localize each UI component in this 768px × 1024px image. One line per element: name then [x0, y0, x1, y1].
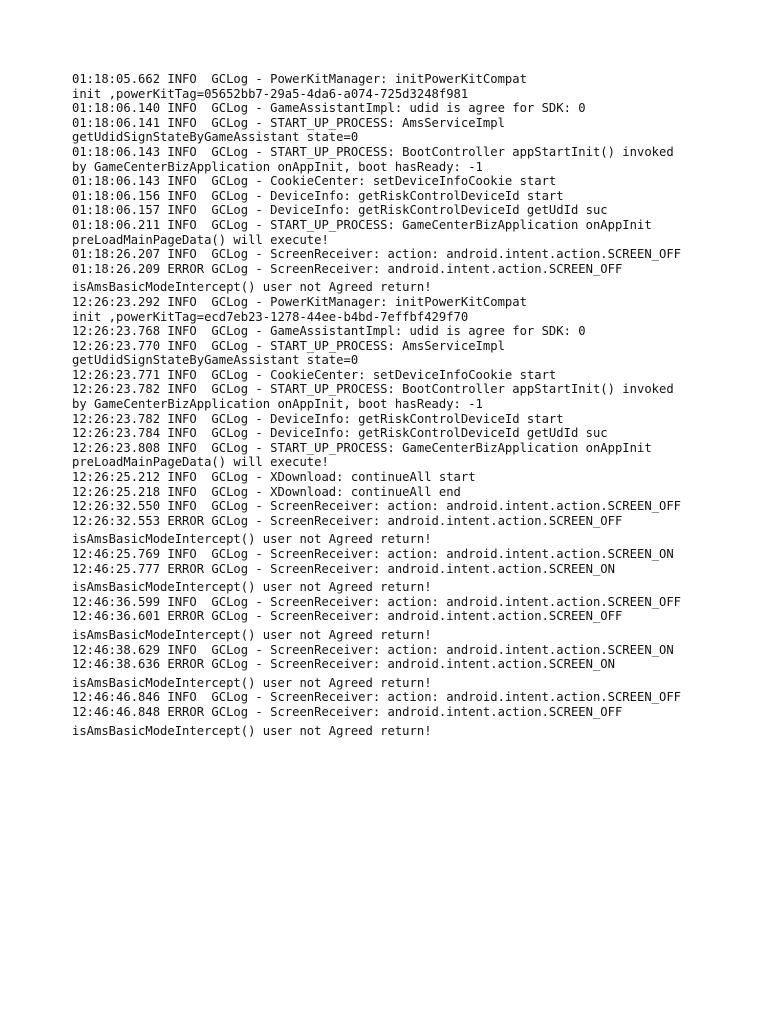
log-line: isAmsBasicModeIntercept() user not Agreed return!: [72, 580, 432, 595]
log-line: 12:26:23.808 INFO GCLog - START_UP_PROCESS: GameCenterBizApplication onAppInit: [72, 440, 652, 455]
log-line: 12:26:23.292 INFO GCLog - PowerKitManager: initPowerKitCompat: [72, 294, 527, 309]
log-line: init ,powerKitTag=05652bb7-29a5-4da6-a074-725d3248f981: [72, 86, 469, 101]
log-line: 01:18:26.207 INFO GCLog - ScreenReceiver: action: android.intent.action.SCREEN_OFF: [72, 247, 682, 262]
log-line: 12:26:23.782 INFO GCLog - DeviceInfo: getRiskControlDeviceId start: [72, 411, 564, 426]
log-line: 01:18:06.157 INFO GCLog - DeviceInfo: getRiskControlDeviceId getUdId suc: [72, 203, 608, 218]
log-document: [72, 72, 712, 738]
log-line: by GameCenterBizApplication onAppInit, boot hasReady: -1: [72, 159, 483, 174]
log-line: 01:18:26.209 ERROR GCLog - ScreenReceiver: android.intent.action.SCREEN_OFF: [72, 261, 623, 276]
log-line: 12:46:36.601 ERROR GCLog - ScreenReceiver: android.intent.action.SCREEN_OFF: [72, 609, 623, 624]
log-line: 12:46:36.599 INFO GCLog - ScreenReceiver: action: android.intent.action.SCREEN_OFF: [72, 594, 682, 609]
log-line: preLoadMainPageData() will execute!: [72, 232, 329, 247]
log-line: isAmsBasicModeIntercept() user not Agreed return!: [72, 532, 432, 547]
log-line: 12:26:25.212 INFO GCLog - XDownload: continueAll start: [72, 470, 476, 485]
log-line: 01:18:06.143 INFO GCLog - START_UP_PROCESS: BootController appStartInit() invoked: [72, 144, 674, 159]
log-line: 12:46:38.629 INFO GCLog - ScreenReceiver: action: android.intent.action.SCREEN_ON: [72, 642, 674, 657]
log-line: 12:46:25.777 ERROR GCLog - ScreenReceiver: android.intent.action.SCREEN_ON: [72, 561, 615, 576]
log-line: isAmsBasicModeIntercept() user not Agreed return!: [72, 627, 432, 642]
log-line: 01:18:06.141 INFO GCLog - START_UP_PROCESS: AmsServiceImpl: [72, 115, 505, 130]
log-line: 01:18:06.140 INFO GCLog - GameAssistantImpl: udid is agree for SDK: 0: [72, 101, 586, 116]
log-line: by GameCenterBizApplication onAppInit, boot hasReady: -1: [72, 397, 483, 412]
log-line: isAmsBasicModeIntercept() user not Agreed return!: [72, 280, 432, 295]
log-line: 12:46:25.769 INFO GCLog - ScreenReceiver: action: android.intent.action.SCREEN_ON: [72, 547, 674, 561]
log-line: getUdidSignStateByGameAssistant state=0: [72, 353, 359, 368]
log-line: init ,powerKitTag=ecd7eb23-1278-44ee-b4bd-7effbf429f70: [72, 309, 469, 324]
log-line: preLoadMainPageData() will execute!: [72, 455, 329, 470]
log-line: 01:18:06.156 INFO GCLog - DeviceInfo: getRiskControlDeviceId start: [72, 188, 564, 203]
log-line: isAmsBasicModeIntercept() user not Agreed return!: [72, 723, 432, 738]
log-line: 01:18:06.211 INFO GCLog - START_UP_PROCESS: GameCenterBizApplication onAppInit: [72, 217, 652, 232]
log-line: 12:46:46.846 INFO GCLog - ScreenReceiver: action: android.intent.action.SCREEN_OFF: [72, 690, 682, 705]
log-line: isAmsBasicModeIntercept() user not Agreed return!: [72, 675, 432, 690]
log-line: 12:26:23.771 INFO GCLog - CookieCenter: setDeviceInfoCookie start: [72, 367, 557, 382]
log-line: 01:18:05.662 INFO GCLog - PowerKitManager: initPowerKitCompat: [72, 72, 527, 86]
log-line: 12:26:32.553 ERROR GCLog - ScreenReceiver: android.intent.action.SCREEN_OFF: [72, 513, 623, 528]
log-line: 12:26:23.782 INFO GCLog - START_UP_PROCESS: BootController appStartInit() invoked: [72, 382, 674, 397]
log-line: 12:26:25.218 INFO GCLog - XDownload: continueAll end: [72, 484, 461, 499]
log-line: 12:46:46.848 ERROR GCLog - ScreenReceiver: android.intent.action.SCREEN_OFF: [72, 704, 623, 719]
log-line: 12:46:38.636 ERROR GCLog - ScreenReceiver: android.intent.action.SCREEN_ON: [72, 657, 615, 672]
log-line: 12:26:23.768 INFO GCLog - GameAssistantImpl: udid is agree for SDK: 0: [72, 324, 586, 339]
log-line: getUdidSignStateByGameAssistant state=0: [72, 130, 359, 145]
log-line: 12:26:32.550 INFO GCLog - ScreenReceiver: action: android.intent.action.SCREEN_OFF: [72, 499, 682, 514]
log-line: 12:26:23.784 INFO GCLog - DeviceInfo: getRiskControlDeviceId getUdId suc: [72, 426, 608, 441]
log-line: 12:26:23.770 INFO GCLog - START_UP_PROCESS: AmsServiceImpl: [72, 338, 505, 353]
log-line: 01:18:06.143 INFO GCLog - CookieCenter: setDeviceInfoCookie start: [72, 174, 557, 189]
